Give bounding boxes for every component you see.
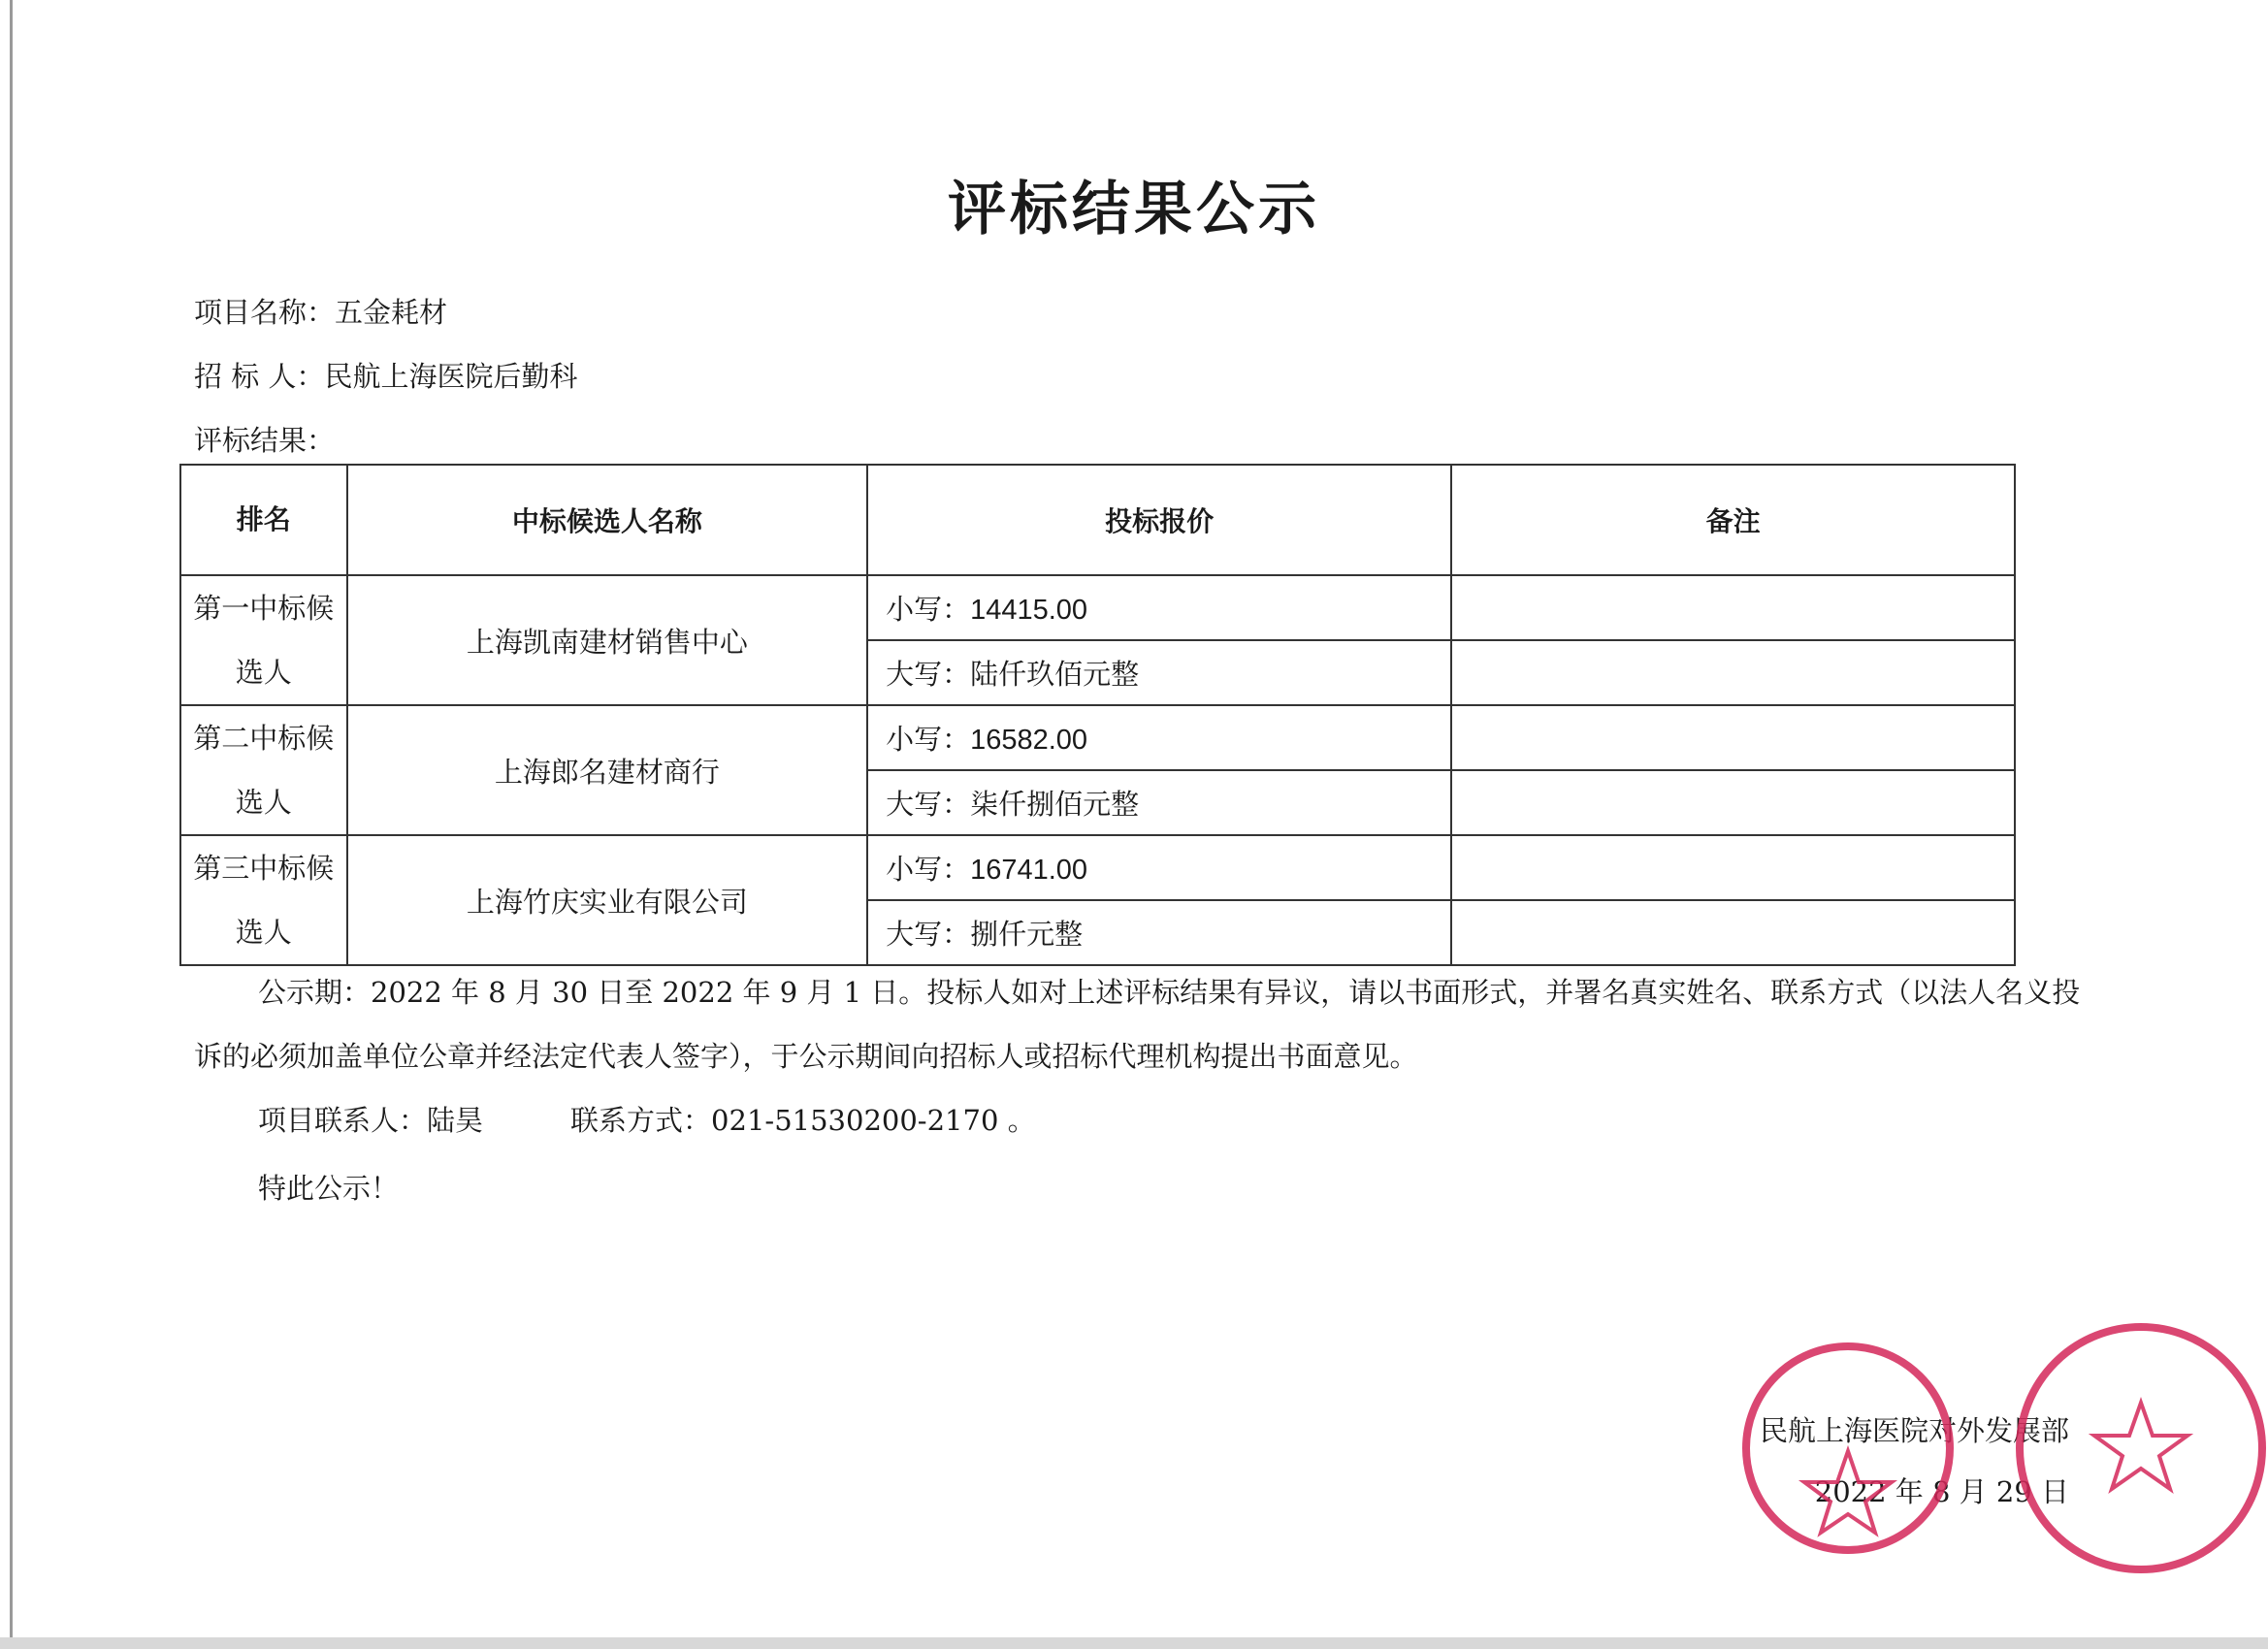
price-lower-cell — [867, 575, 1451, 640]
signature-org: 民航上海医院对外发展部 — [1759, 1414, 2069, 1447]
price-upper-label: 大写： — [886, 918, 971, 951]
closing-text: 特此公示！ — [258, 1172, 400, 1205]
candidate-name-cell: 上海凯南建材销售中心 — [347, 575, 867, 705]
candidate-name-cell: 上海郎名建材商行 — [347, 705, 867, 835]
price-lower-label: 小写： — [886, 853, 971, 886]
contact-person-label: 项目联系人： — [258, 1104, 428, 1137]
contact-phone-label: 联系方式： — [570, 1104, 712, 1137]
remark-cell — [1451, 640, 2015, 705]
price-lower-label: 小写： — [886, 723, 971, 756]
result-label: 评标结果： — [194, 424, 336, 457]
remark-cell — [1451, 900, 2015, 965]
table-header-row — [180, 465, 2015, 575]
remark-cell — [1451, 770, 2015, 835]
contact-person: 陆昊 — [427, 1104, 484, 1137]
price-upper-value: 陆仟玖佰元整 — [970, 658, 1140, 691]
price-lower-cell — [867, 835, 1451, 900]
official-seal-stamp — [1736, 1337, 1960, 1560]
scan-left-edge — [10, 0, 13, 1649]
price-upper-value: 捌仟元整 — [970, 918, 1084, 951]
hospital-seal-stamp — [2010, 1317, 2268, 1579]
remark-cell — [1451, 835, 2015, 900]
project-value: 五金耗材 — [335, 296, 448, 329]
rank-cell: 第二中标候选人 — [180, 705, 347, 835]
price-lower-value: 16741.00 — [970, 855, 1088, 886]
price-lower-cell — [867, 705, 1451, 770]
bid-results-table — [179, 464, 2016, 966]
notice-paragraph: 公示期：2022 年 8 月 30 日至 2022 年 9 月 1 日。投标人如对上述评标结果有异议，请以书面形式，并署名真实姓名、联系方式（以法人名义投诉的必须加盖单位公章并经法定代表人签字），于公示期间向招标人或招标代理机构提出书面意见。 — [194, 976, 2081, 1073]
rank-cell: 第一中标候选人 — [180, 575, 347, 705]
page-title: 评标结果公示 — [948, 176, 1320, 243]
tenderer-value: 民航上海医院后勤科 — [324, 360, 578, 393]
scan-bottom-edge — [0, 1637, 2268, 1649]
remark-cell — [1451, 575, 2015, 640]
remark-cell — [1451, 705, 2015, 770]
signature-date: 2022 年 8 月 29 日 — [1814, 1475, 2069, 1508]
header-bid-price: 投标报价 — [867, 465, 1451, 575]
contact-line — [258, 1088, 1036, 1152]
table-row — [180, 575, 2015, 640]
table-row — [180, 705, 2015, 770]
price-upper-label: 大写： — [886, 658, 971, 691]
price-lower-value: 14415.00 — [970, 595, 1088, 626]
header-remark: 备注 — [1451, 465, 2015, 575]
tenderer-field — [194, 355, 577, 395]
price-upper-value: 柒仟捌佰元整 — [970, 788, 1140, 821]
tenderer-label: 招 标 人： — [194, 360, 325, 393]
price-lower-label: 小写： — [886, 593, 971, 626]
candidate-name-cell: 上海竹庆实业有限公司 — [347, 835, 867, 965]
price-lower-value: 16582.00 — [970, 725, 1088, 756]
table-row — [180, 835, 2015, 900]
price-upper-cell — [867, 640, 1451, 705]
rank-cell: 第三中标候选人 — [180, 835, 347, 965]
contact-phone: 021-51530200-2170 。 — [711, 1104, 1036, 1137]
header-candidate-name: 中标候选人名称 — [347, 465, 867, 575]
price-upper-cell — [867, 770, 1451, 835]
header-rank: 排名 — [180, 465, 347, 575]
project-field — [194, 291, 447, 331]
price-upper-cell — [867, 900, 1451, 965]
price-upper-label: 大写： — [886, 788, 971, 821]
project-label: 项目名称： — [194, 296, 336, 329]
